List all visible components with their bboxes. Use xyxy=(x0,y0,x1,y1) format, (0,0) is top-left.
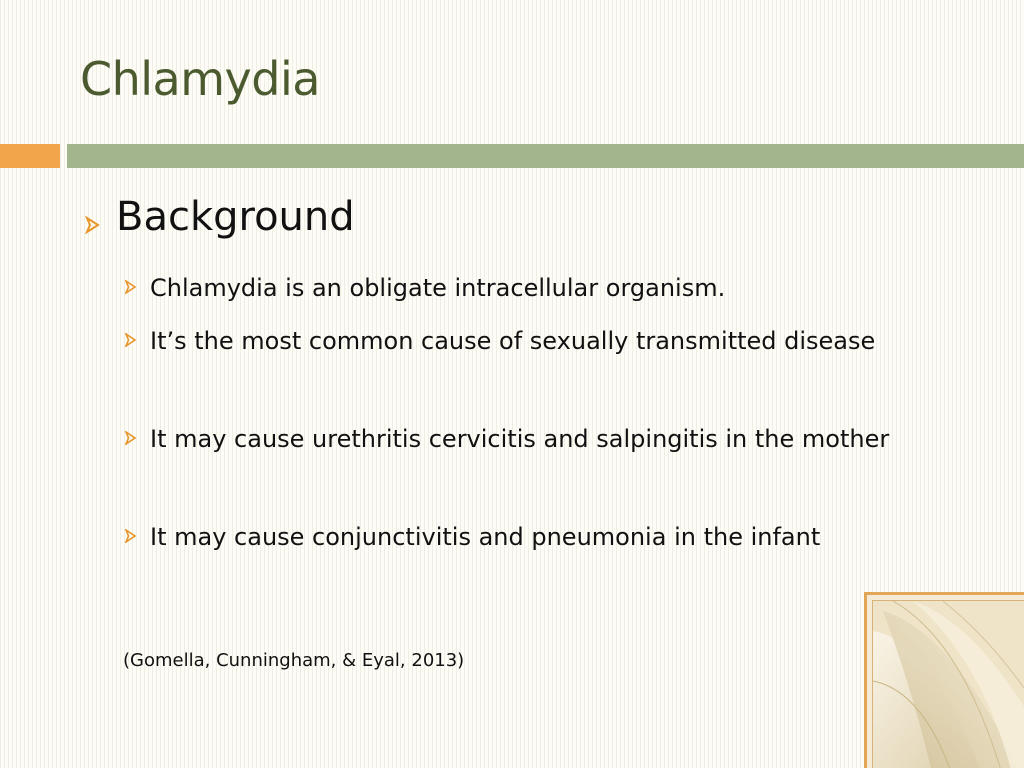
book-pages-illustration xyxy=(873,601,1024,768)
bullet-item: It may cause conjunctivitis and pneumonia in the infant xyxy=(150,523,821,551)
citation: (Gomella, Cunningham, & Eyal, 2013) xyxy=(123,650,465,671)
open-book-pages-image xyxy=(864,592,1024,768)
bullet-item: It may cause urethritis cervicitis and salpingitis in the mother xyxy=(150,425,890,453)
chevron-right-icon xyxy=(124,431,138,445)
slide-title: Chlamydia xyxy=(80,52,320,106)
chevron-right-icon xyxy=(124,529,138,543)
heading-background: Background xyxy=(116,194,355,240)
bullet-item: Chlamydia is an obligate intracellular organism. xyxy=(150,274,726,302)
chevron-right-icon xyxy=(124,280,138,294)
chevron-right-icon xyxy=(124,333,138,347)
chevron-right-icon xyxy=(84,216,102,234)
bullet-item: It’s the most common cause of sexually transmitted disease xyxy=(150,327,876,355)
